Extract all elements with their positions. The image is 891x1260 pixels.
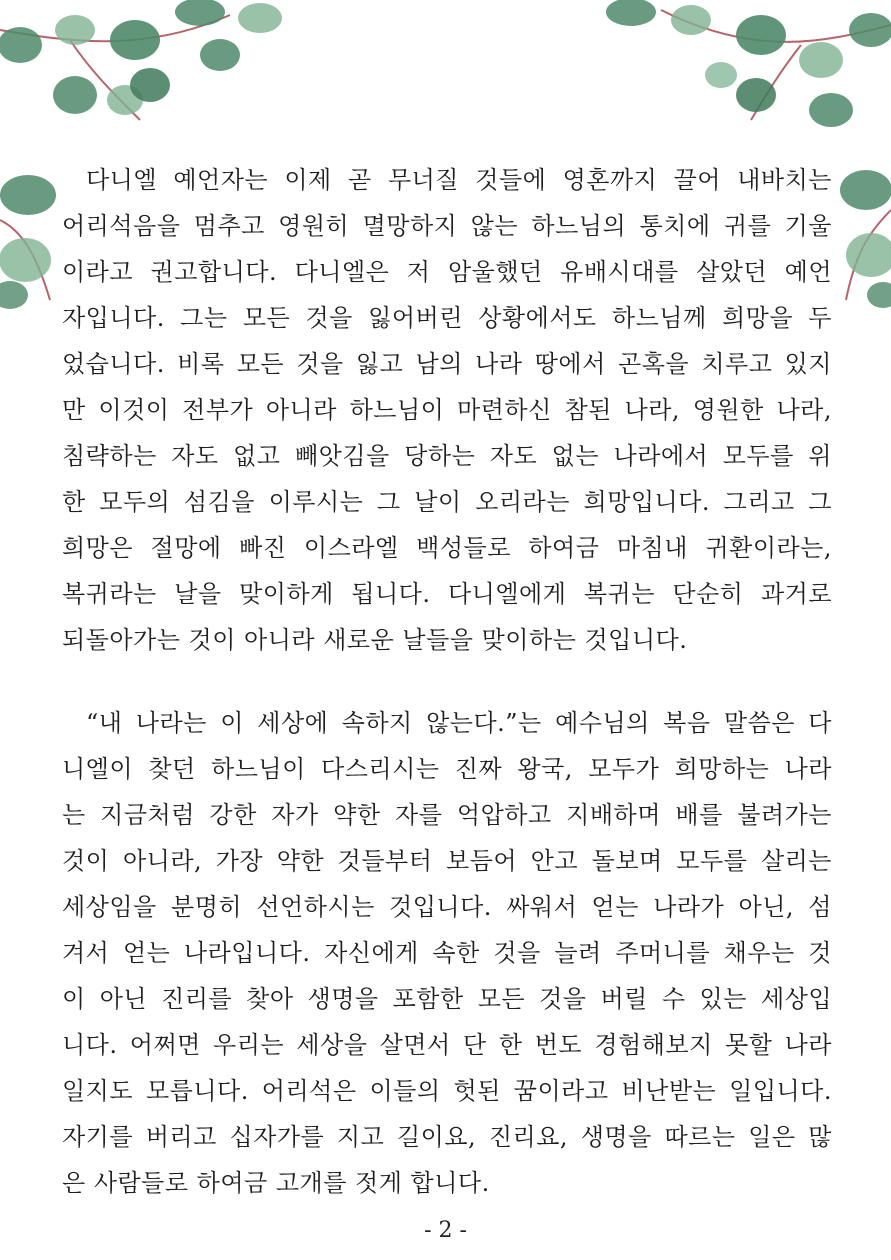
text-line: 일지도 모릅니다. 어리석은 이들의 헛된 꿈이라고 비난받는 일입니다. [62,1077,832,1105]
text-line: 복귀라는 날을 맞이하게 됩니다. 다니엘에게 복귀는 단순히 과거로 [62,580,832,608]
paragraph-1 [62,157,832,663]
text-line: “내 나라는 이 세상에 속하지 않는다.”는 예수님의 복음 말씀은 다 [86,709,832,737]
eucalyptus-leaves-icon [591,0,891,130]
text-line: 것이 아니라, 가장 약한 것들부터 보듬어 안고 돌보며 모두를 살리는 [62,847,832,875]
text-line: 이라고 권고합니다. 다니엘은 저 암울했던 유배시대를 살았던 예언 [62,258,832,286]
text-line: 만 이것이 전부가 아니라 하느님이 마련하신 참된 나라, 영원한 나라, [62,396,832,424]
text-line: 자입니다. 그는 모든 것을 잃어버린 상황에서도 하느님께 희망을 두 [62,304,832,332]
text-line: 세상임을 분명히 선언하시는 것입니다. 싸워서 얻는 나라가 아닌, 섬 [62,893,832,921]
page-number: - 2 - [424,1218,467,1243]
paragraph-2 [62,700,832,1206]
text-line: 니엘이 찾던 하느님이 다스리시는 진짜 왕국, 모두가 희망하는 나라 [62,755,832,783]
text-line: 다니엘 예언자는 이제 곧 무너질 것들에 영혼까지 끌어 내바치는 [86,166,832,194]
text-line: 희망은 절망에 빠진 이스라엘 백성들로 하여금 마침내 귀환이라는, [62,534,832,562]
text-line: 한 모두의 섬김을 이루시는 그 날이 오리라는 희망입니다. 그리고 그 [62,488,832,516]
text-line: 침략하는 자도 없고 빼앗김을 당하는 자도 없는 나라에서 모두를 위 [62,442,832,470]
text-line: 어리석음을 멈추고 영원히 멸망하지 않는 하느님의 통치에 귀를 기울 [62,212,832,240]
eucalyptus-leaves-icon [0,0,300,130]
text-line: 겨서 얻는 나라입니다. 자신에게 속한 것을 늘려 주머니를 채우는 것 [62,939,832,967]
eucalyptus-leaves-icon [0,160,70,310]
text-line: 는 지금처럼 강한 자가 약한 자를 억압하고 지배하며 배를 불려가는 [62,801,832,829]
text-line: 은 사람들로 하여금 고개를 젓게 합니다. [62,1169,490,1197]
text-line: 자기를 버리고 십자가를 지고 길이요, 진리요, 생명을 따르는 일은 많 [62,1123,832,1151]
text-line: 되돌아가는 것이 아니라 새로운 날들을 맞이하는 것입니다. [62,626,688,654]
text-line: 이 아닌 진리를 찾아 생명을 포함한 모든 것을 버릴 수 있는 세상입 [62,985,832,1013]
text-line: 었습니다. 비록 모든 것을 잃고 남의 나라 땅에서 곤혹을 치루고 있지 [62,350,832,378]
text-line: 니다. 어쩌면 우리는 세상을 살면서 단 한 번도 경험해보지 못할 나라 [62,1031,832,1059]
